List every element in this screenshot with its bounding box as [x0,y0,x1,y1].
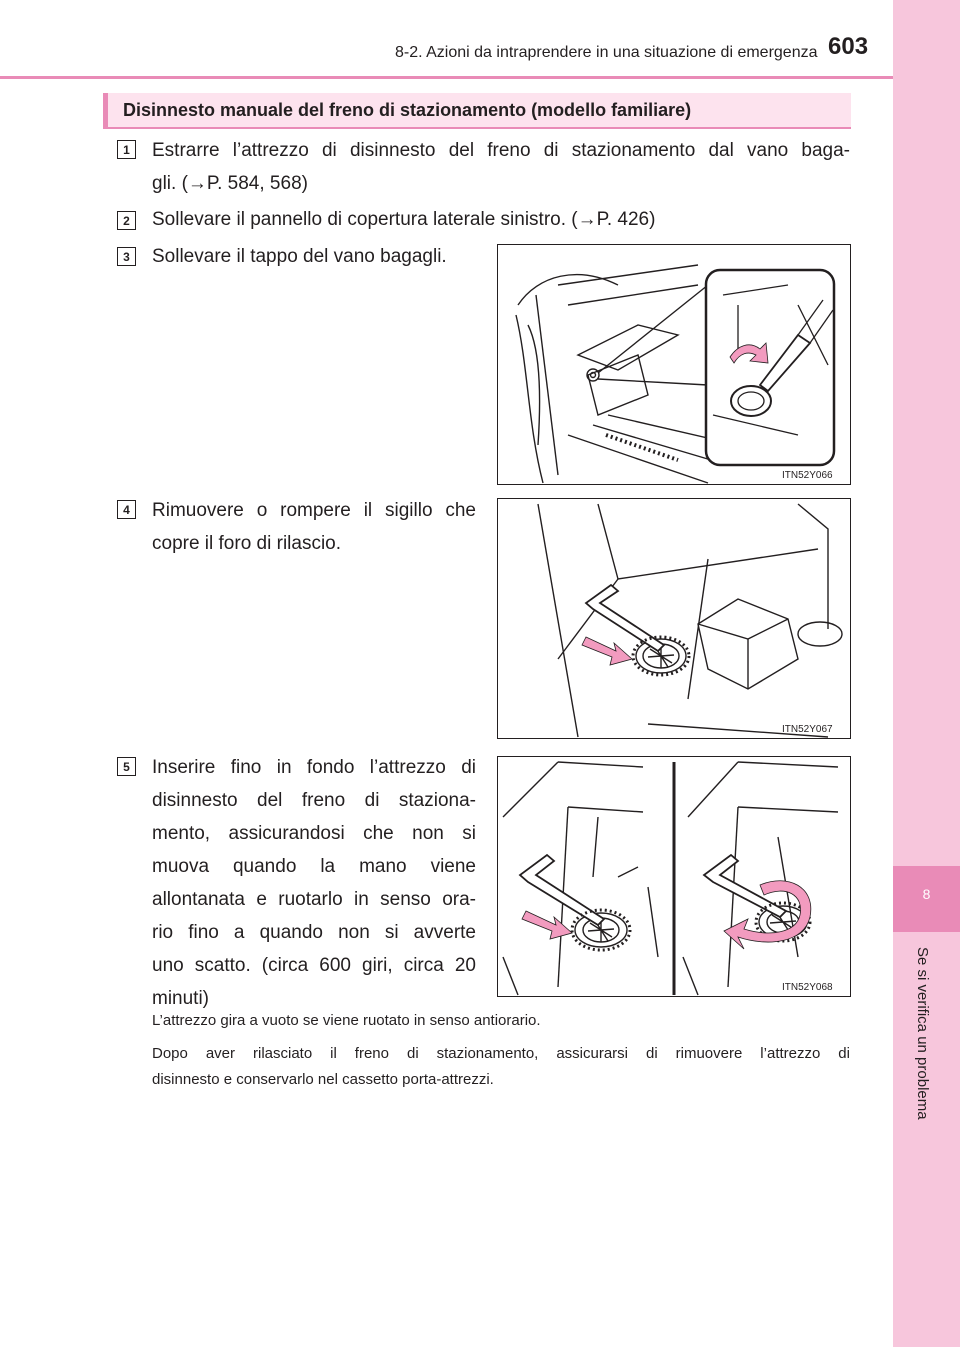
step-3-text: Sollevare il tappo del vano bagagli. [152,246,447,267]
step-4-line-2: copre il foro di rilascio. [152,533,342,554]
step-number-4: 4 [117,500,136,519]
section-title: Disinnesto manuale del freno di stazionamento (modello familiare) [123,100,692,120]
step-5-line-5: allontanata e ruotarlo in senso ora- [152,889,476,910]
step-5-line-8: minuti) [152,988,210,1009]
figure-seal-removal [497,498,851,739]
tool-rotation-illustration [498,757,850,996]
figure-tool-rotation [497,756,851,997]
figure-code-2: ITN52Y067 [782,724,833,735]
page-number: 603 [828,33,869,60]
step-number-3: 3 [117,247,136,266]
step-5-line-2: disinnesto del freno di staziona- [152,790,476,811]
figure-trunk-cap [497,244,851,485]
note-2-line-1: Dopo aver rilasciato il freno di stazionamento, assicurarsi di rimuovere l’attrezzo di [152,1045,850,1062]
step-1-line-2: gli. (→P. 584, 568) [152,173,308,194]
step-number-1: 1 [117,140,136,159]
side-tab-label [880,947,931,1218]
step-4-line-1: Rimuovere o rompere il sigillo che [152,500,476,521]
step-2-text: Sollevare il pannello di copertura laterale sinistro. (→P. 426) [152,209,656,230]
section-title-bar [103,93,851,129]
note-1: L’attrezzo gira a vuoto se viene ruotato in senso antiorario. [152,1012,541,1029]
step-5-line-4: muova quando la mano viene [152,856,476,877]
step-number-5: 5 [117,757,136,776]
chapter-label: Se si verifica un problema [914,947,931,1120]
step-5-line-3: mento, assicurandosi che non si [152,823,476,844]
seal-removal-illustration [498,499,850,738]
note-2-line-2: disinnesto e conservarlo nel cassetto porta-attrezzi. [152,1071,494,1088]
header-rule [0,76,893,79]
figure-code-3: ITN52Y068 [782,982,833,993]
step-5-line-6: rio fino a quando non si avverte [152,922,476,943]
chapter-number: 8 [922,886,931,902]
step-1-line-1: Estrarre l’attrezzo di disinnesto del freno di stazionamento dal vano baga- [152,140,850,161]
step-5-line-7: uno scatto. (circa 600 giri, circa 20 [152,955,476,976]
trunk-cap-illustration [498,245,850,484]
step-5-line-1: Inserire fino in fondo l’attrezzo di [152,757,476,778]
figure-code-1: ITN52Y066 [782,470,833,481]
chapter-title: 8-2. Azioni da intraprendere in una situazione di emergenza [395,44,818,61]
step-number-2: 2 [117,211,136,230]
side-tab-chapter[interactable] [893,866,960,932]
